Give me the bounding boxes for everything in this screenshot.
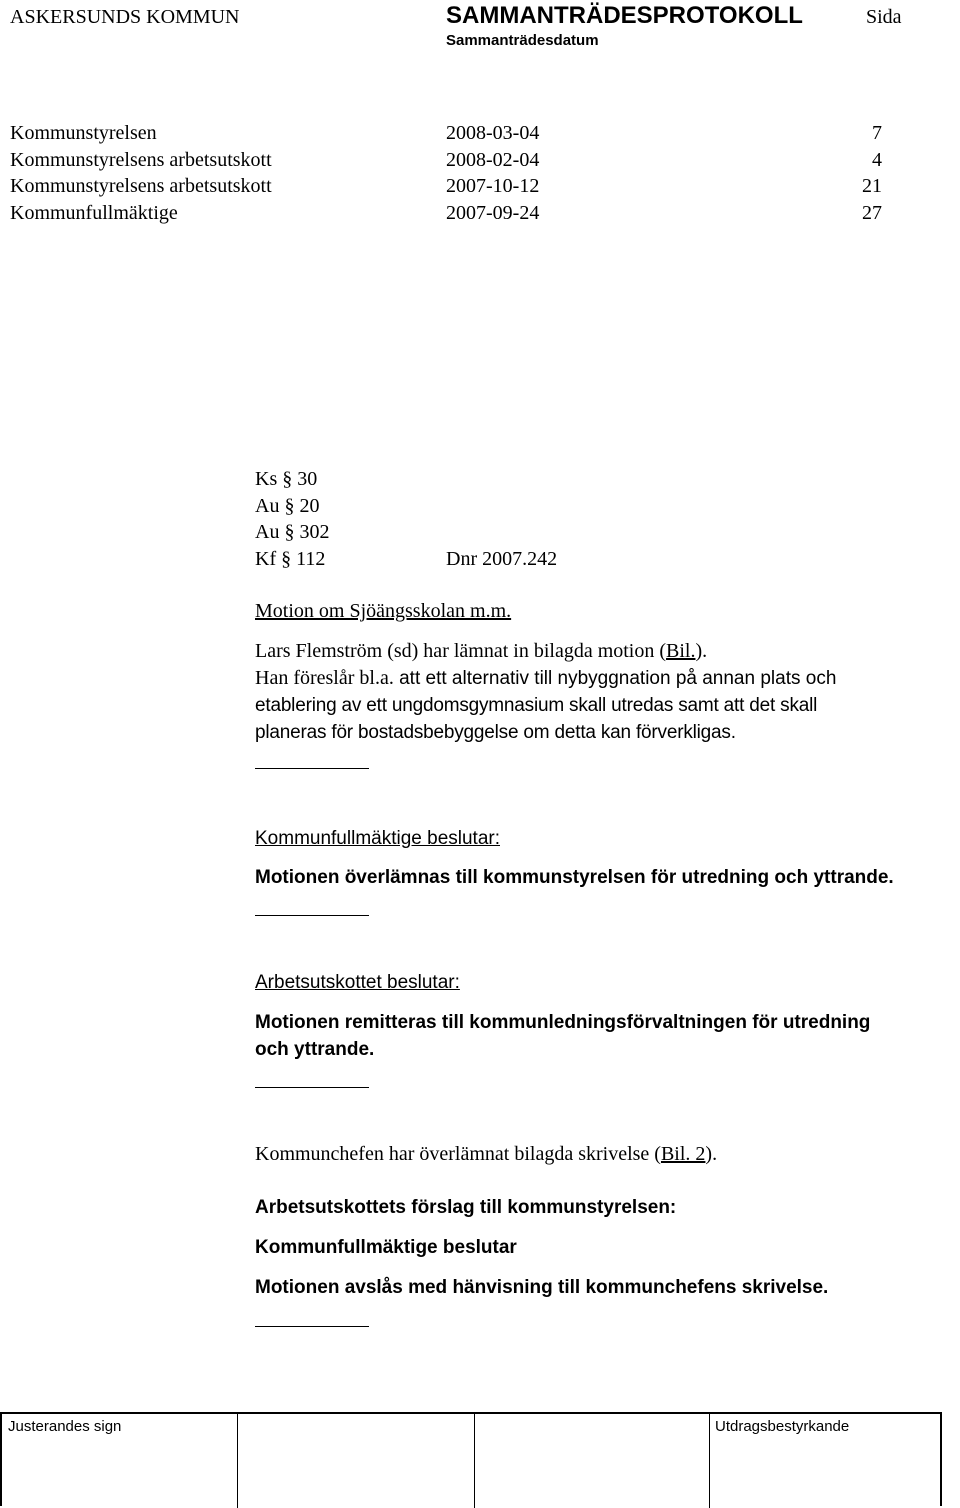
kf-paragraph: Kf § 112 — [255, 548, 326, 570]
intro-text — [255, 638, 945, 665]
paragraph-number: 7 — [872, 122, 882, 144]
au-proposal-subheading: Kommunfullmäktige beslutar — [255, 1237, 517, 1258]
meeting-date: 2007-09-24 — [446, 202, 540, 224]
table-row — [0, 175, 960, 201]
intro-text-after: ). — [695, 640, 708, 662]
meeting-body: Kommunstyrelsens arbetsutskott — [10, 149, 272, 171]
meeting-body: Kommunfullmäktige — [10, 202, 178, 224]
divider — [255, 768, 369, 769]
municipality-name: ASKERSUNDS KOMMUN — [10, 6, 240, 28]
au-paragraph: Au § 20 — [255, 495, 320, 517]
justerandes-label: Justerandes sign — [8, 1418, 122, 1435]
au-decision-line: och yttrande. — [255, 1039, 375, 1060]
table-row — [0, 202, 960, 228]
au-decision-heading[interactable]: Arbetsutskottet beslutar: — [255, 972, 460, 993]
paragraph-number: 4 — [872, 149, 882, 171]
proposal-line: etablering av ett ungdomsgymnasium skall utredas samt att det skall — [255, 695, 818, 716]
intro-text-before: Lars Flemström (sd) har lämnat in bilagda motion ( — [255, 640, 667, 662]
proposal-lead: Han föreslår bl.a. — [255, 667, 394, 689]
au-proposal-heading: Arbetsutskottets förslag till kommunstyrelsen: — [255, 1197, 677, 1218]
signature-cell — [237, 1414, 475, 1508]
kommunchef-text — [255, 1143, 717, 1166]
page-label: Sida — [866, 6, 902, 28]
signature-box — [0, 1412, 942, 1506]
meeting-date: 2008-03-04 — [446, 122, 540, 144]
attachment-link[interactable]: Bil. — [666, 640, 696, 662]
divider — [255, 1087, 369, 1088]
ks-paragraph: Ks § 30 — [255, 468, 318, 490]
subject-link[interactable]: Motion om Sjöängsskolan m.m. — [255, 600, 512, 622]
meeting-body: Kommunstyrelsens arbetsutskott — [10, 175, 272, 197]
meeting-date-label: Sammanträdesdatum — [446, 32, 599, 49]
au-decision-line: Motionen remitteras till kommunledningsförvaltningen för utredning — [255, 1012, 871, 1033]
proposal-line — [255, 665, 945, 692]
attachment-link[interactable]: Bil. 2 — [660, 1143, 706, 1165]
kf-decision-heading[interactable]: Kommunfullmäktige beslutar: — [255, 828, 500, 849]
utdrag-label: Utdragsbestyrkande — [715, 1418, 850, 1435]
kf-decision-text: Motionen överlämnas till kommunstyrelsen för utredning och yttrande. — [255, 867, 894, 888]
au-paragraph: Au § 302 — [255, 521, 330, 543]
signature-cell — [2, 1414, 238, 1508]
dnr-number: Dnr 2007.242 — [446, 548, 558, 570]
meeting-date: 2007-10-12 — [446, 175, 540, 197]
table-row — [0, 149, 960, 175]
table-row — [0, 122, 960, 148]
proposal-rest: att ett alternativ till nybyggnation på annan plats och — [393, 668, 837, 689]
au-proposal-text: Motionen avslås med hänvisning till kommunchefens skrivelse. — [255, 1277, 829, 1298]
document-title: SAMMANTRÄDESPROTOKOLL — [446, 2, 803, 29]
signature-cell — [474, 1414, 710, 1508]
divider — [255, 915, 369, 916]
divider — [255, 1326, 369, 1327]
kommunchef-text-after: ). — [705, 1143, 718, 1165]
meeting-body: Kommunstyrelsen — [10, 122, 157, 144]
meeting-date: 2008-02-04 — [446, 149, 540, 171]
paragraph-number: 27 — [862, 202, 882, 224]
proposal-line: planeras för bostadsbebyggelse om detta kan förverkligas. — [255, 722, 736, 743]
signature-cell — [709, 1414, 942, 1508]
paragraph-number: 21 — [862, 175, 882, 197]
kommunchef-text-before: Kommunchefen har överlämnat bilagda skrivelse ( — [255, 1143, 661, 1165]
